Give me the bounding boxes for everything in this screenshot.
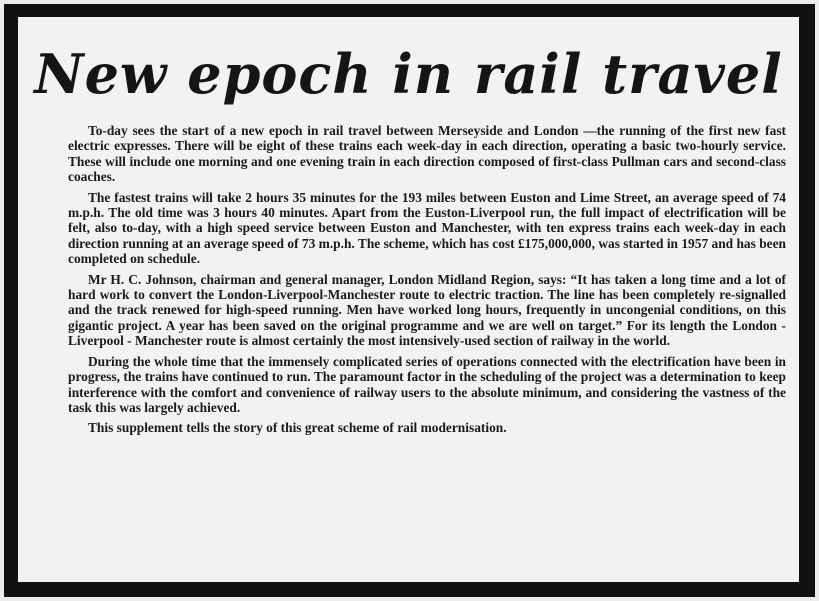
article-border [4, 4, 815, 597]
article-body [68, 123, 786, 436]
paragraph-intro: To-day sees the start of a new epoch in rail travel between Merseyside and London —the running of the first new fast electric expresses. There will be eight of these trains each week-day in each direction, operating a basic two-hourly service. These will include one morning and one evening train in each direction composed of first-class Pullman cars and second-class coaches. [68, 123, 786, 185]
paragraph-supplement: This supplement tells the story of this great scheme of rail modernisation. [88, 420, 507, 436]
paragraph-quote: Mr H. C. Johnson, chairman and general manager, London Midland Region, says: “It has taken a long time and a lot of hard work to convert the London-Liverpool-Manchester route to electric traction. The line has been completely re-signalled and the track renewed for high-speed running. Men have worked long hours, frequently in uncongenial conditions, on this gigantic project. A year has been saved on the original programme and we are well on target.” For its length the London - Liverpool - Manchester route is almost certainly the most intensively-used section of railway in the world. [68, 271, 786, 349]
headline: New epoch in rail travel [34, 42, 783, 106]
article-panel [18, 17, 799, 582]
paragraph-speed: The fastest trains will take 2 hours 35 minutes for the 193 miles between Euston and Lime Street, an average speed of 74 m.p.h. The old time was 3 hours 40 minutes. Apart from the Euston-Liverpool run, the full impact of electrification will be felt, also to-day, with a high speed service between Euston and Manchester, with ten express trains each week-day in each direction running at an average speed of 73 m.p.h. The scheme, which has cost £175,000,000, was started in 1957 and has been completed on schedule. [68, 189, 786, 267]
paragraph-operations: During the whole time that the immensely complicated series of operations connected with the electrification have been in progress, the trains have continued to run. The paramount factor in the scheduling of the project was a determination to keep interference with the comfort and convenience of railway users to the absolute minimum, and considering the vastness of the task this was largely achieved. [68, 353, 786, 415]
